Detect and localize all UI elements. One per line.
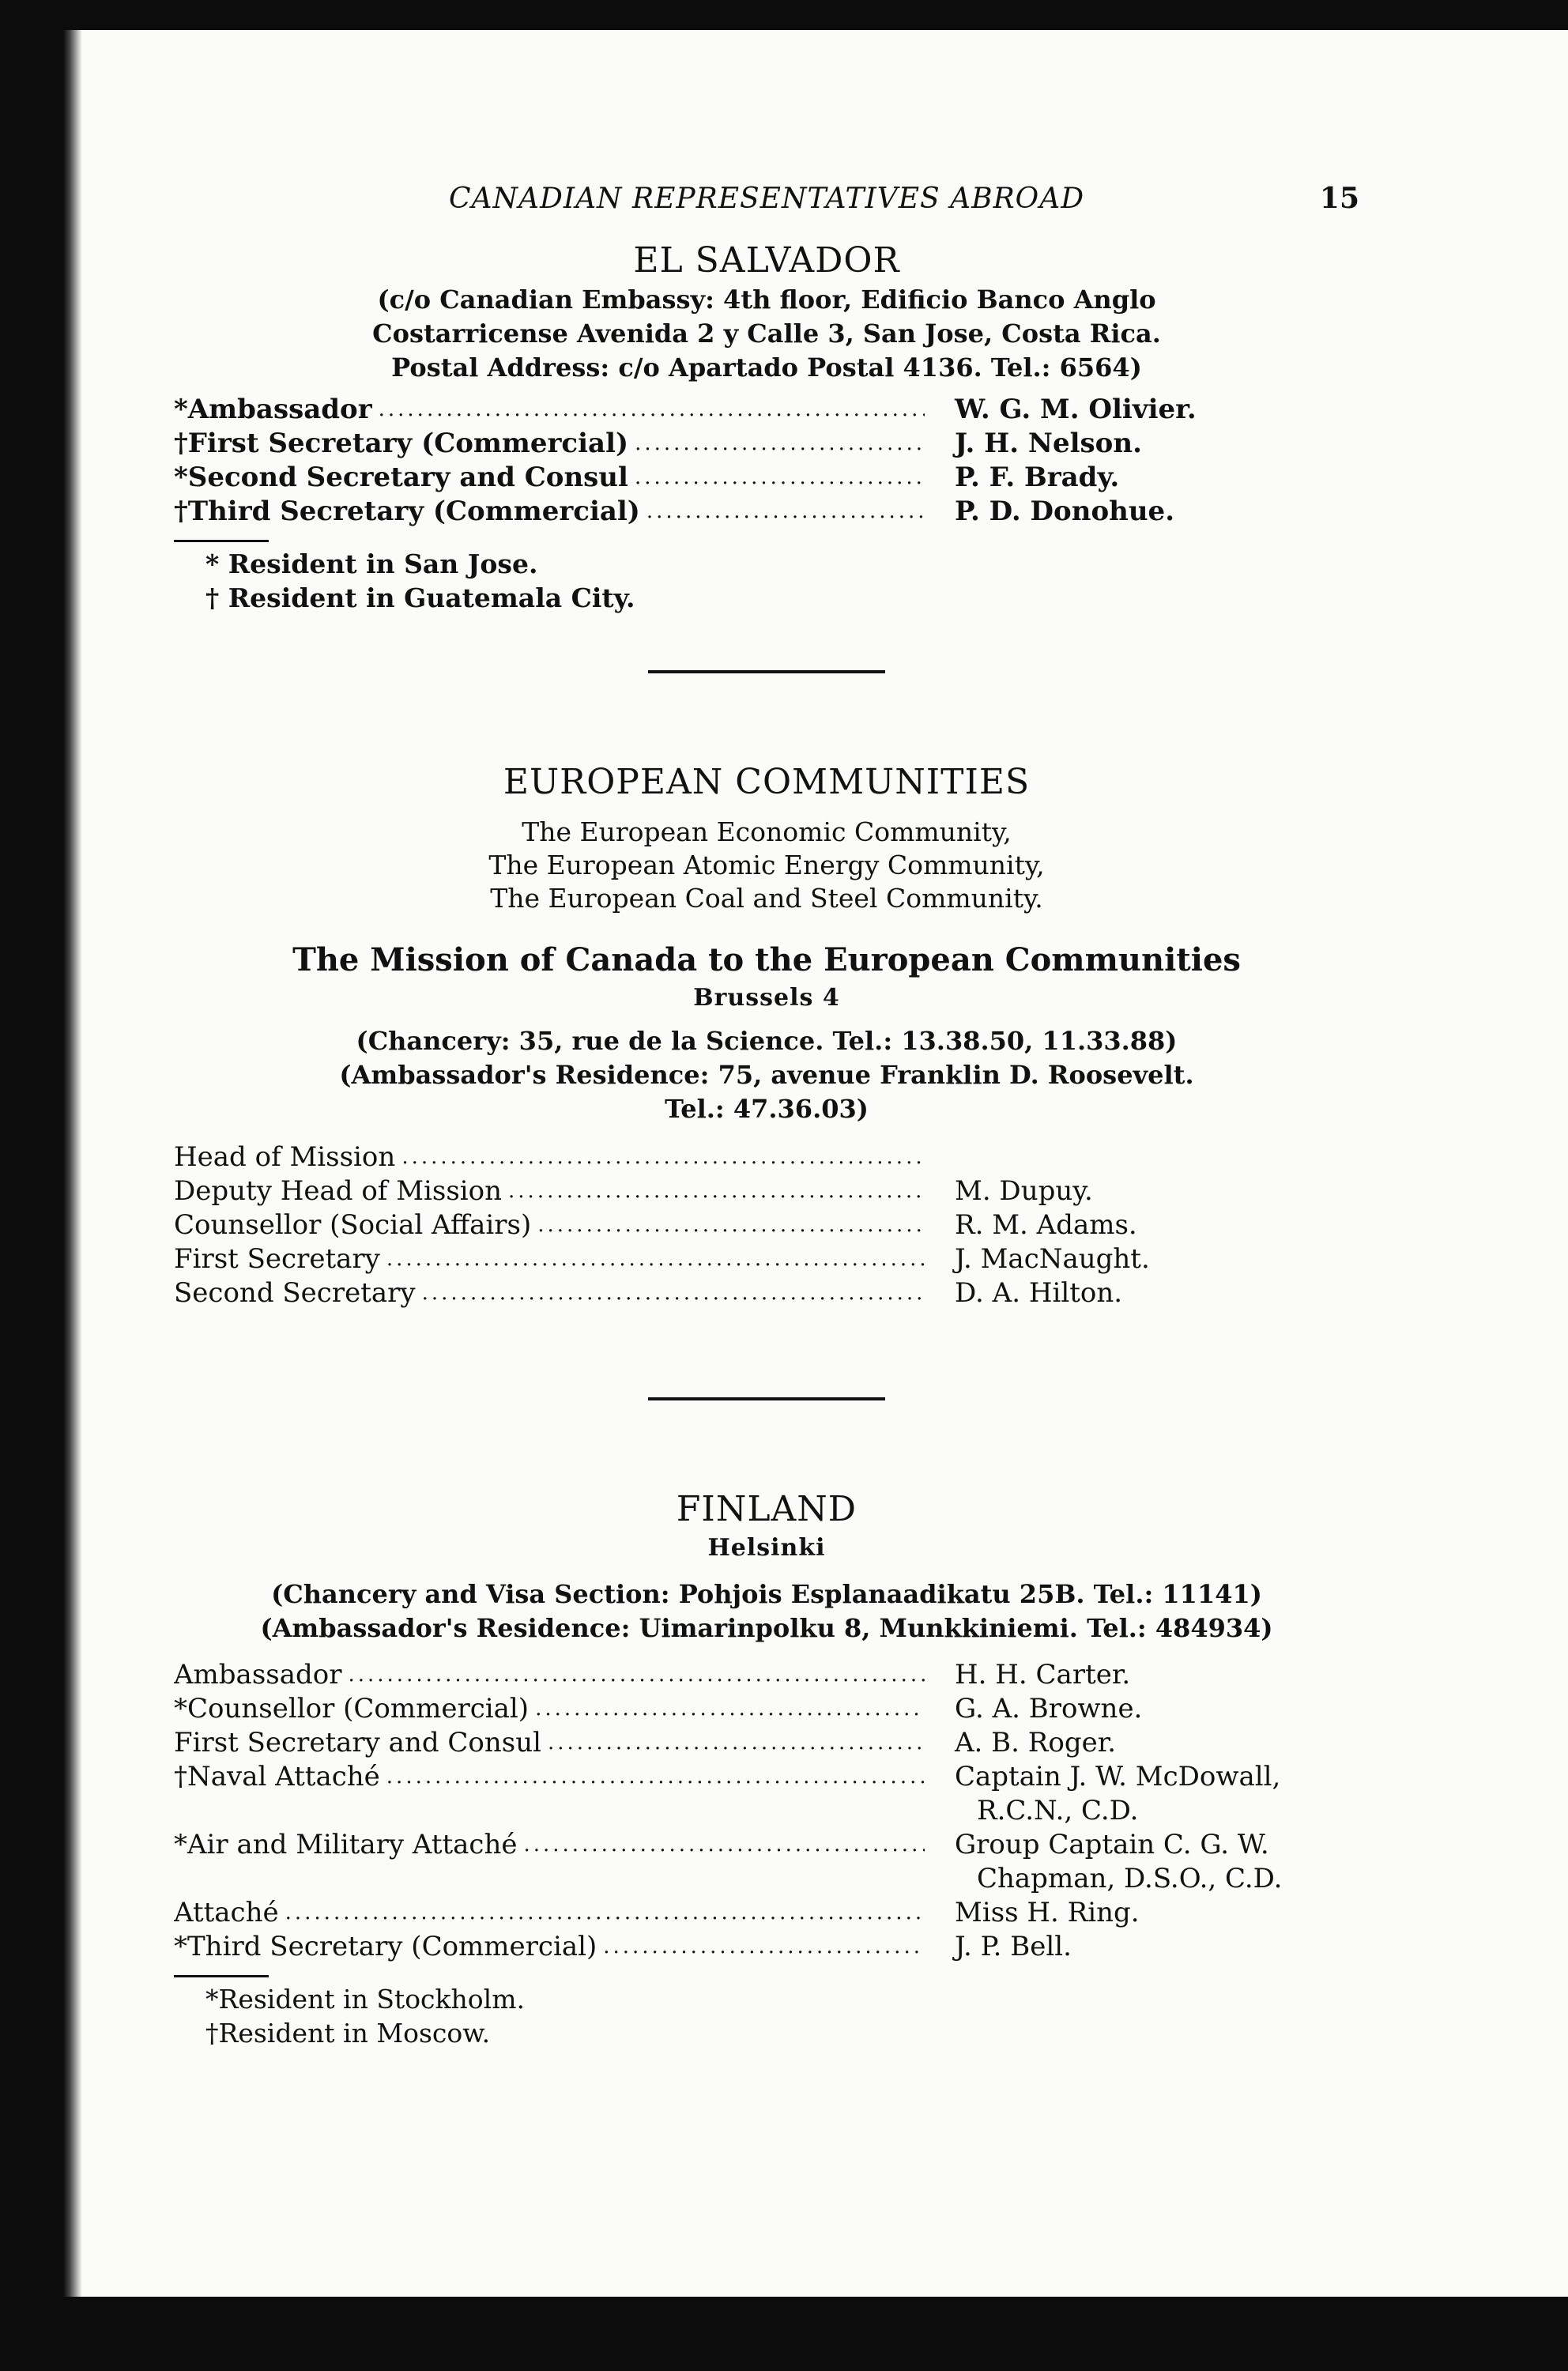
staff-name: J. H. Nelson.	[955, 428, 1142, 459]
section-el-salvador	[174, 239, 1359, 615]
staff-row	[174, 1140, 1359, 1174]
staff-position: †Naval Attaché	[174, 1761, 380, 1792]
staff-row	[174, 1276, 1359, 1310]
address-line: Costarricense Avenida 2 y Calle 3, San Jose, Costa Rica.	[372, 319, 1161, 349]
staff-name-line: Group Captain C. G. W.	[955, 1829, 1269, 1860]
community-name: The European Economic Community,	[522, 816, 1012, 847]
leader-dots	[508, 1174, 925, 1208]
leader-dots	[548, 1726, 925, 1760]
staff-position: Ambassador	[174, 1659, 342, 1691]
staff-name: A. B. Roger.	[955, 1727, 1117, 1758]
leader-dots	[422, 1276, 925, 1310]
staff-roster-el-salvador	[174, 393, 1359, 529]
address-line: (c/o Canadian Embassy: 4th floor, Edificio Banco Anglo	[377, 285, 1156, 315]
staff-name: D. A. Hilton.	[955, 1277, 1123, 1309]
staff-row	[174, 1726, 1359, 1760]
staff-row	[174, 393, 1359, 427]
staff-position: *Third Secretary (Commercial)	[174, 1931, 597, 1962]
leader-dots	[537, 1208, 925, 1242]
staff-name: J. P. Bell.	[955, 1931, 1072, 1962]
leader-dots	[401, 1140, 925, 1174]
address-line: Postal Address: c/o Apartado Postal 4136. Tel.: 6564)	[391, 352, 1142, 383]
address-line: (Chancery: 35, rue de la Science. Tel.: 13.38.50, 11.33.88)	[356, 1026, 1178, 1056]
staff-name: M. Dupuy.	[955, 1175, 1093, 1207]
staff-name: W. G. M. Olivier.	[955, 394, 1197, 425]
mission-city: Brussels 4	[693, 984, 840, 1012]
staff-roster-finland	[174, 1658, 1359, 1964]
staff-name-continuation: R.C.N., C.D.	[977, 1795, 1139, 1826]
staff-roster-european-communities	[174, 1140, 1359, 1310]
mission-city: Helsinki	[707, 1534, 826, 1562]
staff-name: G. A. Browne.	[955, 1693, 1143, 1725]
community-name: The European Atomic Energy Community,	[488, 850, 1045, 880]
address-line: Tel.: 47.36.03)	[665, 1094, 869, 1124]
running-header	[174, 182, 1359, 229]
staff-name	[925, 1760, 1359, 1828]
staff-name: P. F. Brady.	[955, 462, 1120, 493]
staff-position: *Air and Military Attaché	[174, 1829, 518, 1860]
leader-dots	[635, 427, 925, 461]
leader-dots	[603, 1930, 925, 1964]
staff-name	[925, 1828, 1359, 1896]
leader-dots	[379, 393, 925, 427]
staff-row	[174, 1658, 1359, 1692]
footnotes	[174, 1982, 1359, 2050]
staff-position: Counsellor (Social Affairs)	[174, 1209, 532, 1241]
footnote-rule	[174, 1975, 269, 1977]
section-heading-el-salvador: EL SALVADOR	[633, 240, 900, 281]
running-head-title: CANADIAN REPRESENTATIVES ABROAD	[448, 183, 1085, 215]
footnote: † Resident in Guatemala City.	[205, 582, 635, 613]
leader-dots	[348, 1658, 925, 1692]
staff-name: P. D. Donohue.	[955, 496, 1175, 527]
footnote: *Resident in Stockholm.	[205, 1984, 525, 2015]
staff-position: Head of Mission	[174, 1141, 396, 1173]
staff-row	[174, 1760, 1359, 1828]
staff-position: Second Secretary	[174, 1277, 416, 1309]
staff-position: †First Secretary (Commercial)	[174, 428, 629, 459]
leader-dots	[635, 461, 925, 495]
section-european-communities	[174, 760, 1359, 1310]
staff-row	[174, 461, 1359, 495]
staff-row	[174, 1930, 1359, 1964]
address-line: (Ambassador's Residence: 75, avenue Franklin D. Roosevelt.	[339, 1060, 1194, 1090]
staff-position: *Counsellor (Commercial)	[174, 1693, 530, 1725]
staff-position: Attaché	[174, 1897, 279, 1928]
community-name: The European Coal and Steel Community.	[490, 883, 1043, 914]
staff-position: First Secretary	[174, 1243, 380, 1275]
leader-dots	[386, 1242, 925, 1276]
mission-title: The Mission of Canada to the European Communities	[292, 941, 1241, 978]
page-content	[174, 182, 1359, 2050]
page-number: 15	[1319, 182, 1359, 215]
section-finland	[174, 1487, 1359, 2050]
footnote: * Resident in San Jose.	[205, 548, 538, 579]
section-heading-european-communities: EUROPEAN COMMUNITIES	[503, 762, 1031, 802]
section-heading-finland: FINLAND	[676, 1489, 858, 1529]
staff-row	[174, 1896, 1359, 1930]
address-line: (Chancery and Visa Section: Pohjois Esplanaadikatu 25B. Tel.: 11141)	[271, 1579, 1262, 1609]
staff-position: Deputy Head of Mission	[174, 1175, 503, 1207]
staff-row	[174, 1208, 1359, 1242]
staff-position: †Third Secretary (Commercial)	[174, 496, 640, 527]
leader-dots	[386, 1760, 925, 1794]
staff-row	[174, 1242, 1359, 1276]
staff-name-continuation: Chapman, D.S.O., C.D.	[977, 1863, 1283, 1894]
staff-name: J. MacNaught.	[955, 1243, 1150, 1275]
staff-row	[174, 1828, 1359, 1896]
scan-border	[0, 2297, 1568, 2371]
address-line: (Ambassador's Residence: Uimarinpolku 8, Munkkiniemi. Tel.: 484934)	[260, 1613, 1273, 1643]
staff-row	[174, 1174, 1359, 1208]
book-spine-shadow	[47, 30, 82, 2297]
staff-name: Miss H. Ring.	[955, 1897, 1140, 1928]
staff-row	[174, 427, 1359, 461]
staff-row	[174, 1692, 1359, 1726]
footnotes	[174, 547, 1359, 615]
leader-dots	[285, 1896, 925, 1930]
staff-position: First Secretary and Consul	[174, 1727, 542, 1758]
footnote-rule	[174, 540, 269, 542]
leader-dots	[646, 495, 925, 529]
leader-dots	[535, 1692, 925, 1726]
staff-name: R. M. Adams.	[955, 1209, 1137, 1241]
staff-position: *Ambassador	[174, 394, 372, 425]
staff-name-line: Captain J. W. McDowall,	[955, 1761, 1281, 1792]
leader-dots	[523, 1828, 925, 1862]
staff-name: H. H. Carter.	[955, 1659, 1131, 1691]
staff-row	[174, 495, 1359, 529]
staff-position: *Second Secretary and Consul	[174, 462, 628, 493]
footnote: †Resident in Moscow.	[205, 2018, 491, 2049]
